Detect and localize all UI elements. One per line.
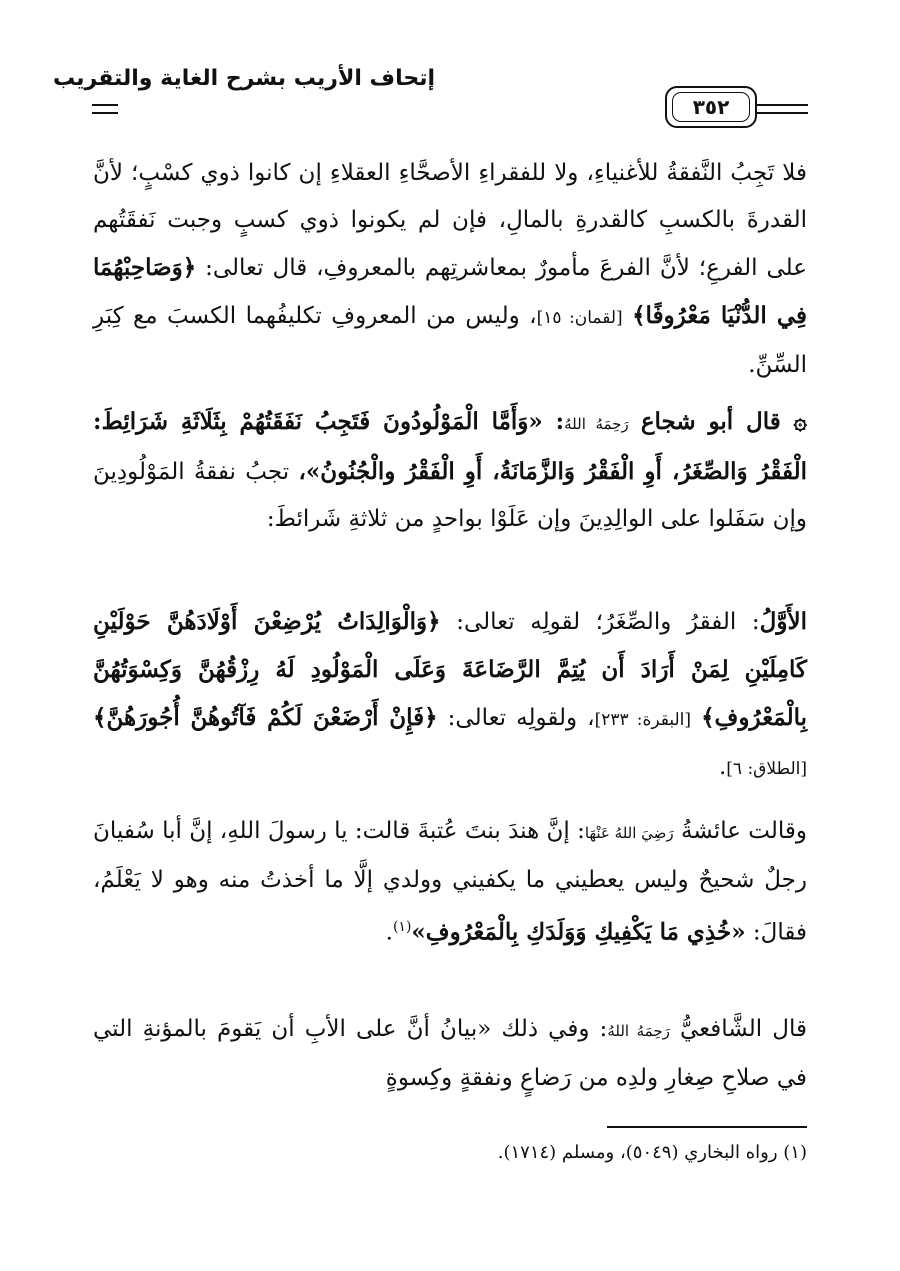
footnote-marker[interactable]: (١) bbox=[392, 919, 412, 935]
quran-verse: ﴿وَصَاحِبْهُمَا فِي الدُّنْيَا مَعْرُوفًا﴾ bbox=[93, 254, 807, 329]
paragraph-2 bbox=[93, 398, 807, 543]
matn-lead: ۞ قال أبو شجاع bbox=[640, 408, 807, 435]
quran-verse: ﴿وَالْوَالِدَاتُ يُرْضِعْنَ أَوْلَادَهُنَّ حَوْلَيْنِ كَامِلَيْنِ لِمَنْ أَرَادَ أَن يُتِمَّ الرَّضَاعَةَ وَعَلَى الْمَوْلُودِ لَهُ رِزْقُهُنَّ وَكِسْوَتُهُنَّ بِالْمَعْرُوفِ﴾ bbox=[93, 608, 808, 731]
verse-reference: [لقمان: ١٥] bbox=[536, 308, 623, 328]
footnote-1: (١) رواه البخاري (٥٠٤٩)، ومسلم (١٧١٤). bbox=[497, 1142, 807, 1163]
paragraph-text: وقالت عائشةُ bbox=[673, 818, 807, 844]
honorific: رَحِمَهُ اللهُ bbox=[564, 415, 629, 433]
paragraph-text: فلا تَجِبُ النَّفقةُ للأغنياءِ، ولا للفقراءِ الأصحَّاءِ العقلاءِ إن كانوا ذوي كسْبٍ؛ لأنَّ القدرةَ بالكسبِ كالقدرةِ بالمالِ، فإن لم يكونوا ذوي كسبٍ وجبت نَفقَتُهم على الفرعِ؛ لأنَّ الفرعَ مأمورٌ بمعاشرتِهم بالمعروفِ، قال تعالى: bbox=[93, 160, 807, 281]
paragraph-text: . bbox=[385, 919, 393, 946]
header-rule-left bbox=[92, 104, 118, 114]
footnote-separator bbox=[607, 1126, 807, 1128]
paragraph-text: ، ولقولِه تعالى: bbox=[437, 705, 595, 731]
page-number: ٣٥٢ bbox=[672, 92, 750, 122]
paragraph-text: . bbox=[718, 754, 727, 780]
paragraph-1 bbox=[93, 150, 807, 389]
condition-heading: الأَوَّلُ bbox=[759, 608, 807, 635]
paragraph-text: : إنَّ هندَ بنتَ عُتبةَ قالت: يا رسولَ اللهِ، إنَّ أبا سُفيانَ رجلٌ شحيحٌ وليس يعطيني ما يكفيني وولدي إلَّا ما أخذتُ منه وهو لا يَعْلَمُ، فقالَ: bbox=[93, 818, 807, 946]
verse-reference: [الطلاق: ٦] bbox=[726, 759, 807, 779]
header-rule-right bbox=[752, 104, 808, 114]
quran-verse: ﴿فَإِنْ أَرْضَعْنَ لَكُمْ فَآتُوهُنَّ أُجُورَهُنَّ﴾ bbox=[93, 704, 438, 731]
page-number-badge bbox=[665, 86, 757, 128]
honorific: رَضِيَ اللهُ عَنْهَا bbox=[584, 824, 674, 842]
paragraph-text: قال الشَّافعيُّ bbox=[669, 1016, 807, 1042]
hadith-text: «خُذِي مَا يَكْفِيكِ وَوَلَدَكِ بِالْمَعْرُوفِ» bbox=[411, 918, 746, 946]
paragraph-text: : الفقرُ والصِّغَرُ؛ لقولِه تعالى: bbox=[440, 609, 760, 635]
paragraph-4 bbox=[93, 808, 807, 957]
paragraph-5 bbox=[93, 1006, 807, 1102]
verse-reference: [البقرة: ٢٣٣] bbox=[594, 710, 692, 730]
honorific: رَحِمَهُ اللهُ bbox=[607, 1022, 670, 1040]
matn-text: : «وَأَمَّا الْمَوْلُودُونَ فَتَجِبُ نَفَقَتُهُمْ بِثَلَاثَةِ شَرَائِطَ: الْفَقْرُ وَالصِّغَرُ، أَوِ الْفَقْرُ وَالزَّمَانَةُ، أَوِ الْفَقْرُ والْجُنُونُ»، bbox=[93, 408, 808, 485]
paragraph-3 bbox=[93, 598, 807, 793]
running-title: إتحاف الأريب بشرح الغاية والتقريب bbox=[52, 66, 435, 91]
paragraph-text: : وفي ذلك «بيانُ أنَّ على الأبِ أن يَقومَ بالمؤنةِ التي في صلاحِ صِغارِ ولدِه من رَضاعٍ ونفقةٍ وكِسوةٍ bbox=[93, 1016, 807, 1091]
paragraph-text: تجبُ نفقةُ المَوْلُودِينَ وإن سَفَلوا على الوالِدِينَ وإن عَلَوْا بواحدٍ من ثلاثةِ شَرائطَ: bbox=[93, 459, 807, 532]
paragraph-text: ، وليس من المعروفِ تكليفُهما الكسبَ مع كِبَرِ السِّنِّ. bbox=[93, 303, 807, 378]
